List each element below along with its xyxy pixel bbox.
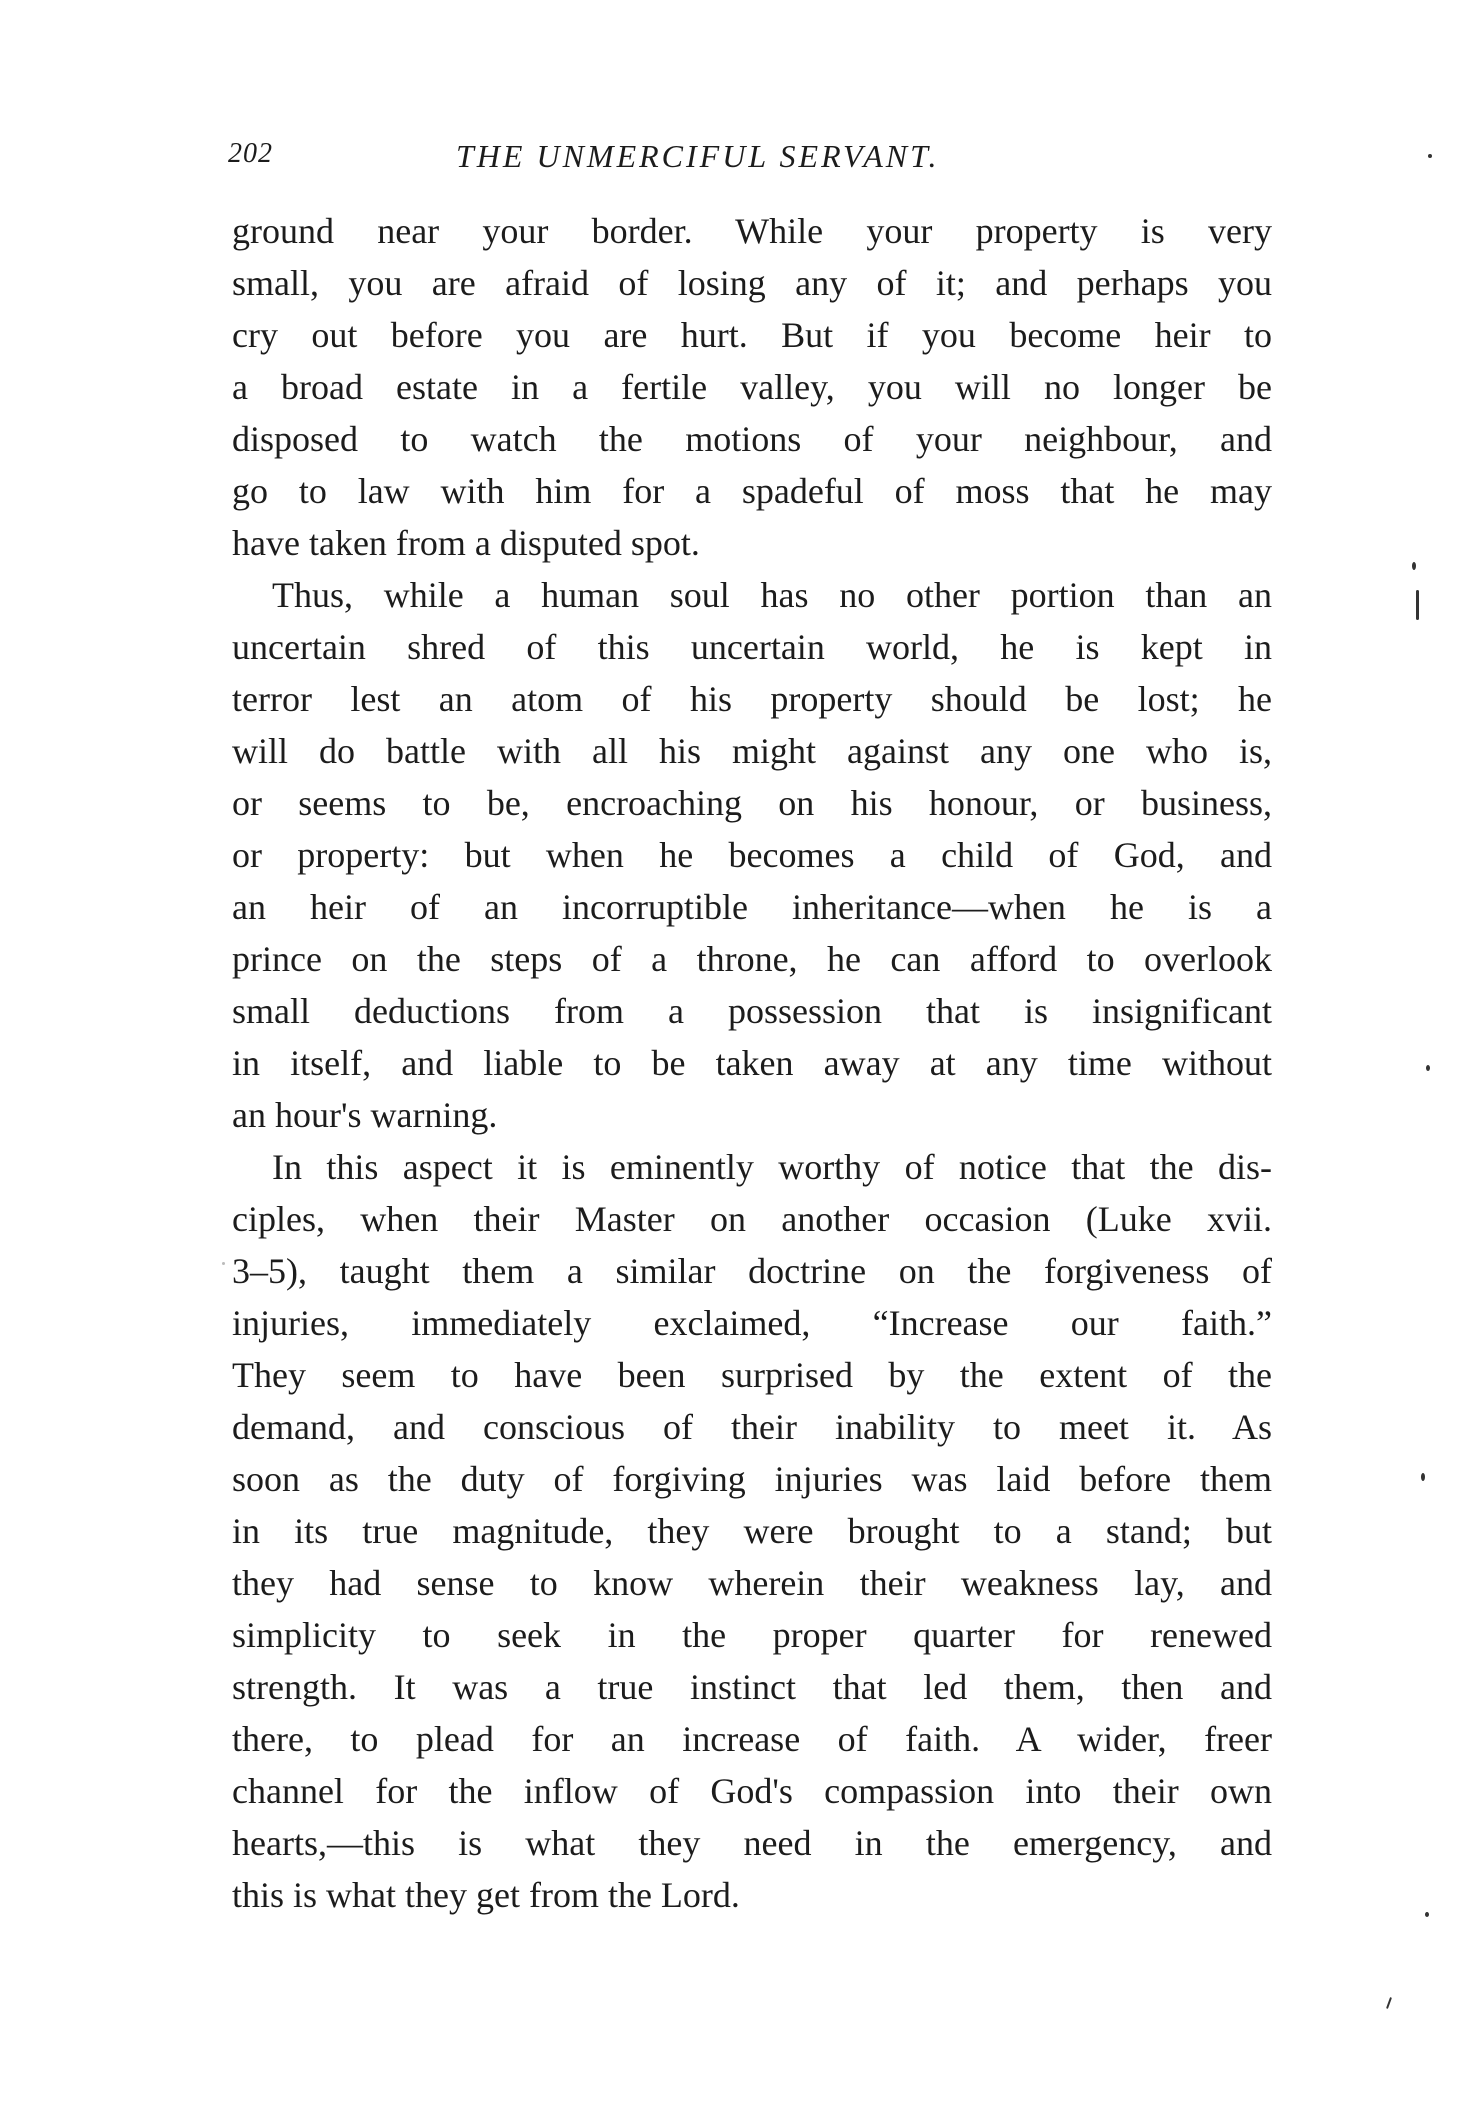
text-line: or seems to be, encroaching on his honour, or business, xyxy=(232,783,1272,823)
text-line: a broad estate in a fertile valley, you will no longer be xyxy=(232,367,1272,407)
text-line: strength. It was a true instinct that led them, then and xyxy=(232,1667,1272,1707)
text-line: hearts,—this is what they need in the emergency, and xyxy=(232,1823,1272,1863)
text-line: an heir of an incorruptible inheritance—when he is a xyxy=(232,887,1272,927)
text-line: in itself, and liable to be taken away at any time without xyxy=(232,1043,1272,1083)
text-line: demand, and conscious of their inability to meet it. As xyxy=(232,1407,1272,1447)
text-line: In this aspect it is eminently worthy of notice that the dis- xyxy=(272,1147,1272,1187)
scan-speck xyxy=(1425,1912,1429,1917)
running-title: THE UNMERCIFUL SERVANT. xyxy=(456,138,940,174)
text-line: there, to plead for an increase of faith. A wider, freer xyxy=(232,1719,1272,1759)
text-line: this is what they get from the Lord. xyxy=(232,1875,740,1915)
text-line: 3–5), taught them a similar doctrine on the forgiveness of xyxy=(232,1251,1272,1291)
scan-speck xyxy=(1412,562,1416,570)
scan-speck xyxy=(1416,590,1419,620)
text-line: soon as the duty of forgiving injuries was laid before them xyxy=(232,1459,1272,1499)
text-line: Thus, while a human soul has no other portion than an xyxy=(272,575,1272,615)
text-line: an hour's warning. xyxy=(232,1095,498,1135)
scan-speck xyxy=(1386,1997,1392,2009)
text-line: go to law with him for a spadeful of moss that he may xyxy=(232,471,1272,511)
text-line: or property: but when he becomes a child of God, and xyxy=(232,835,1272,875)
text-line: small deductions from a possession that is insignificant xyxy=(232,991,1272,1031)
text-line: injuries, immediately exclaimed, “Increase our faith.” xyxy=(232,1303,1272,1343)
scan-speck xyxy=(1428,154,1432,158)
text-line: terror lest an atom of his property should be lost; he xyxy=(232,679,1272,719)
text-line: disposed to watch the motions of your neighbour, and xyxy=(232,419,1272,459)
text-line: ground near your border. While your property is very xyxy=(232,211,1272,251)
text-line: They seem to have been surprised by the extent of the xyxy=(232,1355,1272,1395)
text-line: small, you are afraid of losing any of it; and perhaps you xyxy=(232,263,1272,303)
text-line: in its true magnitude, they were brought to a stand; but xyxy=(232,1511,1272,1551)
scan-speck xyxy=(1426,1065,1430,1071)
text-line: cry out before you are hurt. But if you become heir to xyxy=(232,315,1272,355)
text-line: they had sense to know wherein their weakness lay, and xyxy=(232,1563,1272,1603)
scan-speck xyxy=(222,1262,225,1265)
text-line: uncertain shred of this uncertain world, he is kept in xyxy=(232,627,1272,667)
text-line: channel for the inflow of God's compassion into their own xyxy=(232,1771,1272,1811)
text-line: ciples, when their Master on another occasion (Luke xvii. xyxy=(232,1199,1272,1239)
scan-speck xyxy=(1421,1473,1425,1481)
text-line: have taken from a disputed spot. xyxy=(232,523,700,563)
text-line: simplicity to seek in the proper quarter for renewed xyxy=(232,1615,1272,1655)
text-line: will do battle with all his might against any one who is, xyxy=(232,731,1272,771)
text-line: prince on the steps of a throne, he can afford to overlook xyxy=(232,939,1272,979)
page-number: 202 xyxy=(228,138,273,169)
body-text xyxy=(232,205,1272,1921)
running-head xyxy=(228,138,1268,178)
